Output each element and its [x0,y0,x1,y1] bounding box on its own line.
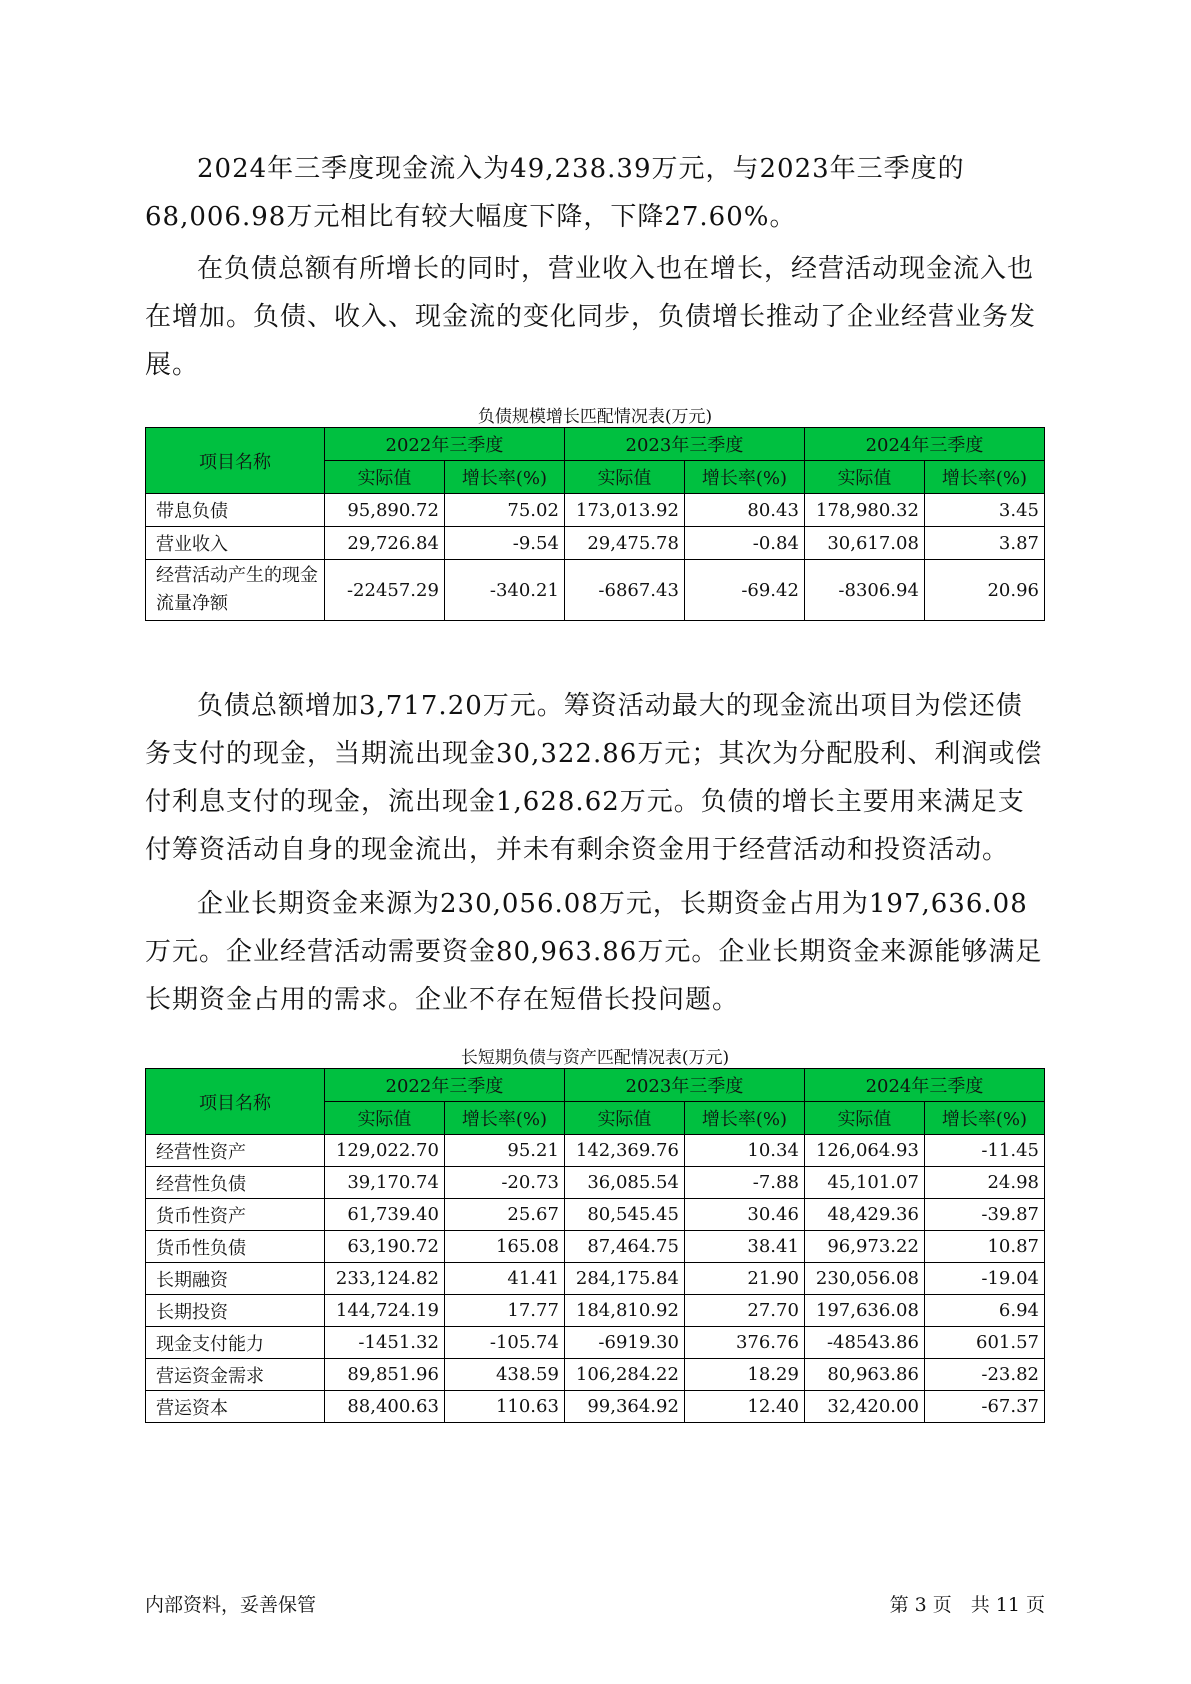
cell-rate: 21.90 [684,1263,804,1295]
cell-value: 88,400.63 [324,1391,444,1423]
cell-value: 89,851.96 [324,1359,444,1391]
header-period: 2023年三季度 [564,1069,804,1102]
cell-rate: 110.63 [444,1391,564,1423]
row-name: 现金支付能力 [146,1327,325,1359]
cell-value: 106,284.22 [564,1359,684,1391]
cell-value: 99,364.92 [564,1391,684,1423]
row-name: 经营性负债 [146,1167,325,1199]
cell-rate: -69.42 [684,560,804,621]
cell-rate: 10.87 [924,1231,1044,1263]
cell-value: 39,170.74 [324,1167,444,1199]
table-row [146,1295,1045,1327]
cell-rate: 601.57 [924,1327,1044,1359]
row-name: 带息负债 [146,494,325,527]
header-growth-rate: 增长率(%) [684,461,804,494]
cell-rate: 27.70 [684,1295,804,1327]
table-row [146,527,1045,560]
cell-rate: -67.37 [924,1391,1044,1423]
paragraph-long-term-funds: 企业长期资金来源为230,056.08万元，长期资金占用为197,636.08万元。企业经营活动需要资金80,963.86万元。企业长期资金来源能够满足长期资金占用的需求。企业不存在短借长投问题。 [145,889,1043,1015]
cell-rate: 24.98 [924,1167,1044,1199]
debt-scale-table [145,427,1045,621]
cell-rate: -19.04 [924,1263,1044,1295]
cell-value: 96,973.22 [804,1231,924,1263]
cell-value: 284,175.84 [564,1263,684,1295]
paragraph-financing: 负债总额增加3,717.20万元。筹资活动最大的现金流出项目为偿还债务支付的现金，当期流出现金30,322.86万元；其次为分配股利、利润或偿付利息支付的现金，流出现金1,628.62万元。负债的增长主要用来满足支付筹资活动自身的现金流出，并未有剩余资金用于经营活动和投资活动。 [145,691,1043,865]
cell-value: 63,190.72 [324,1231,444,1263]
cell-rate: -9.54 [444,527,564,560]
cell-rate: 165.08 [444,1231,564,1263]
paragraph-cash-inflow: 2024年三季度现金流入为49,238.39万元，与2023年三季度的68,006.98万元相比有较大幅度下降，下降27.60%。 [145,154,965,232]
header-actual-value: 实际值 [804,461,924,494]
cell-value: -22457.29 [324,560,444,621]
row-name: 长期融资 [146,1263,325,1295]
cell-value: 129,022.70 [324,1135,444,1167]
cell-rate: -105.74 [444,1327,564,1359]
cell-rate: 41.41 [444,1263,564,1295]
cell-value: 48,429.36 [804,1199,924,1231]
header-actual-value: 实际值 [324,461,444,494]
cell-rate: -11.45 [924,1135,1044,1167]
cell-rate: 25.67 [444,1199,564,1231]
header-period: 2024年三季度 [804,428,1044,461]
cell-value: 173,013.92 [564,494,684,527]
footer-confidential-note: 内部资料，妥善保管 [145,1594,317,1616]
cell-value: -1451.32 [324,1327,444,1359]
row-name: 经营性资产 [146,1135,325,1167]
row-name: 营运资本 [146,1391,325,1423]
cell-value: 80,963.86 [804,1359,924,1391]
header-actual-value: 实际值 [564,461,684,494]
cell-rate: 18.29 [684,1359,804,1391]
cell-rate: 75.02 [444,494,564,527]
cell-value: 45,101.07 [804,1167,924,1199]
row-name: 经营活动产生的现金流量净额 [146,560,325,621]
cell-value: 29,726.84 [324,527,444,560]
cell-rate: 95.21 [444,1135,564,1167]
row-name: 营业收入 [146,527,325,560]
cell-value: -8306.94 [804,560,924,621]
cell-value: 61,739.40 [324,1199,444,1231]
cell-value: 95,890.72 [324,494,444,527]
cell-rate: 376.76 [684,1327,804,1359]
cell-value: 30,617.08 [804,527,924,560]
header-period: 2023年三季度 [564,428,804,461]
header-growth-rate: 增长率(%) [444,1102,564,1135]
cell-rate: 438.59 [444,1359,564,1391]
cell-value: 144,724.19 [324,1295,444,1327]
table-row [146,560,1045,621]
cell-value: -48543.86 [804,1327,924,1359]
header-actual-value: 实际值 [804,1102,924,1135]
header-period: 2024年三季度 [804,1069,1044,1102]
cell-value: -6919.30 [564,1327,684,1359]
cell-value: 230,056.08 [804,1263,924,1295]
long-short-match-table [145,1068,1045,1423]
table-row [146,1391,1045,1423]
cell-value: 178,980.32 [804,494,924,527]
table-row [146,1327,1045,1359]
cell-value: 142,369.76 [564,1135,684,1167]
row-name: 货币性负债 [146,1231,325,1263]
cell-value: 36,085.54 [564,1167,684,1199]
table-row [146,1263,1045,1295]
cell-rate: 3.45 [924,494,1044,527]
row-name: 长期投资 [146,1295,325,1327]
header-growth-rate: 增长率(%) [684,1102,804,1135]
header-item-name: 项目名称 [146,428,325,494]
cell-rate: -20.73 [444,1167,564,1199]
cell-rate: -23.82 [924,1359,1044,1391]
row-name: 货币性资产 [146,1199,325,1231]
cell-value: -6867.43 [564,560,684,621]
cell-value: 80,545.45 [564,1199,684,1231]
cell-rate: 38.41 [684,1231,804,1263]
cell-rate: -39.87 [924,1199,1044,1231]
table-row [146,494,1045,527]
header-actual-value: 实际值 [324,1102,444,1135]
header-period: 2022年三季度 [324,1069,564,1102]
footer-page-number: 第 3 页 共 11 页 [889,1594,1045,1616]
cell-rate: 10.34 [684,1135,804,1167]
cell-rate: 6.94 [924,1295,1044,1327]
table1-title: 负债规模增长匹配情况表(万元) [477,407,713,427]
table2-title: 长短期负债与资产匹配情况表(万元) [460,1048,730,1068]
header-period: 2022年三季度 [324,428,564,461]
table-row [146,1359,1045,1391]
table-row [146,1199,1045,1231]
cell-rate: 17.77 [444,1295,564,1327]
cell-rate: 30.46 [684,1199,804,1231]
header-item-name: 项目名称 [146,1069,325,1135]
cell-rate: 3.87 [924,527,1044,560]
header-growth-rate: 增长率(%) [924,1102,1044,1135]
cell-value: 126,064.93 [804,1135,924,1167]
cell-rate: -340.21 [444,560,564,621]
cell-value: 184,810.92 [564,1295,684,1327]
row-name: 营运资金需求 [146,1359,325,1391]
cell-rate: 12.40 [684,1391,804,1423]
paragraph-debt-growth: 在负债总额有所增长的同时，营业收入也在增长，经营活动现金流入也在增加。负债、收入、现金流的变化同步，负债增长推动了企业经营业务发展。 [145,254,1037,380]
cell-rate: -7.88 [684,1167,804,1199]
header-growth-rate: 增长率(%) [924,461,1044,494]
table-row [146,1231,1045,1263]
cell-rate: -0.84 [684,527,804,560]
cell-value: 87,464.75 [564,1231,684,1263]
cell-value: 233,124.82 [324,1263,444,1295]
cell-rate: 20.96 [924,560,1044,621]
header-actual-value: 实际值 [564,1102,684,1135]
table-row [146,1135,1045,1167]
header-growth-rate: 增长率(%) [444,461,564,494]
cell-value: 32,420.00 [804,1391,924,1423]
cell-value: 197,636.08 [804,1295,924,1327]
cell-value: 29,475.78 [564,527,684,560]
cell-rate: 80.43 [684,494,804,527]
table-row [146,1167,1045,1199]
